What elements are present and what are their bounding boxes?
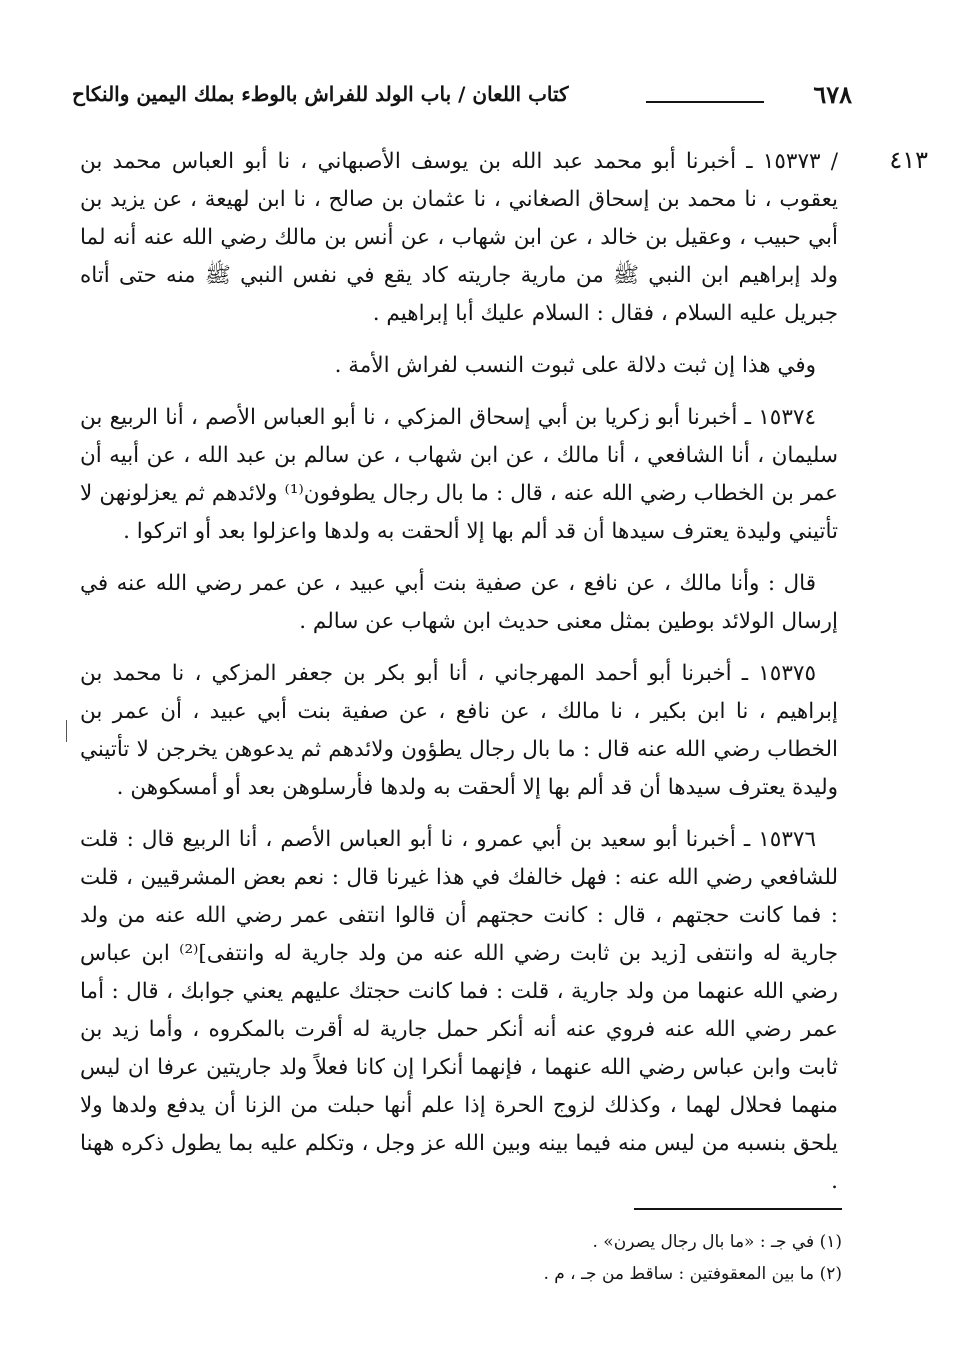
chapter-title: كتاب اللعان / باب الولد للفراش بالوطء بملك اليمين والنكاح — [72, 82, 569, 106]
page-number: ٦٧٨ — [813, 80, 852, 109]
hadith-15376: ١٥٣٧٦ ـ أخبرنا أبو سعيد بن أبي عمرو ، نا أبو العباس الأصم ، أنا الربيع قال : قلت للشافعي رضي الله عنه : فهل خالفك في هذا غيرنا قال : نعم بعض المشرقيين ، قلت : فما كانت حجتهم ، قال : كانت حجتهم أن قالوا انتفى عمر رضي الله عنه من ولد جارية له وانتفى [زيد بن ثابت رضي الله عنه من ولد جارية له وانتفى]⁽²⁾ ابن عباس رضي الله عنهما من ولد جارية ، قلت : فما كانت حجتك عليهم يعني جوابك ، قال : أما عمر رضي الله عنه فروي عنه أنه أنكر حمل جارية له أقرت بالمكروه ، وأما زيد بن ثابت وابن عباس رضي الله عنهما ، فإنهما أنكرا إن كانا فعلاً ولد جاريتين عرفا ان ليس منهما فحلال لهما ، وكذلك لزوج الحرة إذا علم أنها حبلت من الزنا أن يدفع ولدها ولا يلحق بنسبه من ليس منه فيما بينه وبين الله عز وجل ، وتكلم عليه بما يطول ذكره ههنا . — [80, 827, 839, 1194]
commentary-paragraph: وفي هذا إن ثبت دلالة على ثبوت النسب لفراش الأمة . — [334, 353, 816, 378]
margin-page-reference: ٤١٣ — [889, 146, 928, 174]
hadith-15374-addendum: قال : وأنا مالك ، عن نافع ، عن صفية بنت أبي عبيد ، عن عمر رضي الله عنه في إرسال الولائد بوطين بمثل معنى حديث ابن شهاب عن سالم . — [80, 571, 838, 634]
hadith-15374: ١٥٣٧٤ ـ أخبرنا أبو زكريا بن أبي إسحاق المزكي ، نا أبو العباس الأصم ، أنا الربيع بن سليمان ، أنا الشافعي ، أنا مالك ، عن ابن شهاب ، عن سالم بن عبد الله ، عن أبيه أن عمر بن الخطاب رضي الله عنه ، قال : ما بال رجال يطوفون⁽¹⁾ ولائدهم ثم يعزلونهن لا تأتيني وليدة يعترف سيدها أن قد ألم بها إلا ألحقت به ولدها واعزلوا بعد أو اتركوا . — [80, 405, 839, 544]
footnote-1: (١) في جـ : «ما بال رجال يصرن» . — [592, 1232, 842, 1252]
footnote-divider — [634, 1208, 842, 1210]
hadith-15375: ١٥٣٧٥ ـ أخبرنا أبو أحمد المهرجاني ، أنا أبو بكر بن جعفر المزكي ، نا محمد بن إبراهيم ، نا ابن بكير ، نا مالك ، عن نافع ، عن صفية بنت أبي عبيد ، أن عمر بن الخطاب رضي الله عنه قال : ما بال رجال يطؤون ولائدهم ثم يدعوهن يخرجن لا تأتيني وليدة يعترف سيدها أن قد ألم بها إلا ألحقت به ولدها فأرسلوهن بعد أو أمسكوهن . — [80, 661, 838, 800]
running-header — [72, 80, 852, 120]
margin-mark — [66, 720, 67, 742]
header-divider — [646, 101, 764, 103]
hadith-15373: / ١٥٣٧٣ ـ أخبرنا أبو محمد عبد الله بن يوسف الأصبهاني ، نا أبو العباس محمد بن يعقوب ، نا محمد بن إسحاق الصغاني ، نا عثمان بن صالح ، نا ابن لهيعة ، عن يزيد بن أبي حبيب ، وعقيل بن خالد ، عن ابن شهاب ، عن أنس بن مالك رضي الله عنه أنه لما ولد إبراهيم ابن النبي ﷺ من مارية جاريته كاد يقع في نفس النبي ﷺ منه حتى أتاه جبريل عليه السلام ، فقال : السلام عليك أبا إبراهيم . — [80, 149, 839, 326]
main-text — [80, 143, 838, 1201]
footnote-2: (٢) ما بين المعقوفتين : ساقط من جـ ، م . — [543, 1264, 842, 1284]
footnotes — [80, 1226, 842, 1290]
